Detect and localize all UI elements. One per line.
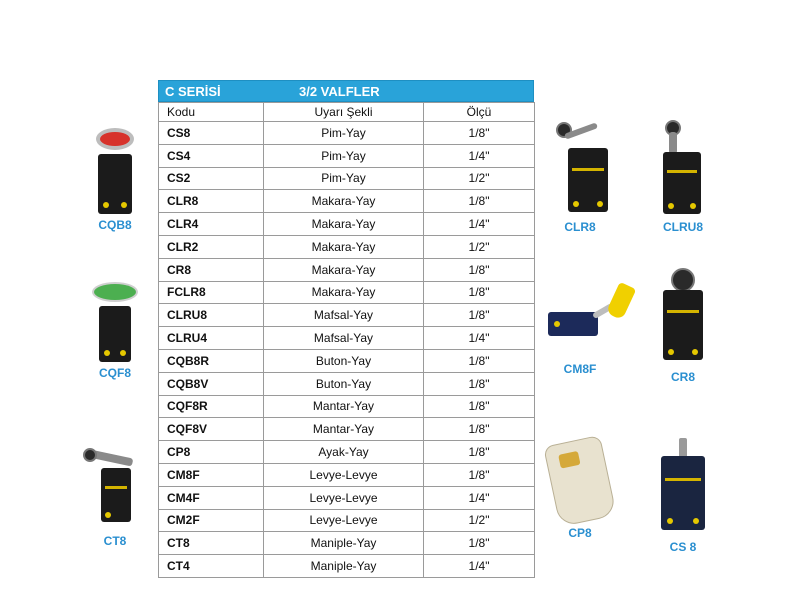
table-row (159, 144, 535, 167)
product-clru8 (643, 118, 723, 234)
row-size: 1/4" (424, 213, 535, 236)
row-code: CLR4 (159, 213, 264, 236)
table-row (159, 258, 535, 281)
row-code: FCLR8 (159, 281, 264, 304)
lever-image (669, 132, 677, 154)
yellow-lever-handle-image (606, 282, 637, 320)
table-title-bar (158, 80, 534, 102)
table-header-row (159, 103, 535, 122)
row-actuation: Pim-Yay (264, 167, 424, 190)
valve-body-image (661, 456, 705, 530)
table-row (159, 122, 535, 145)
row-size: 1/4" (424, 144, 535, 167)
product-label-cqf8: CQF8 (98, 366, 131, 380)
row-code: CQF8V (159, 418, 264, 441)
row-actuation: Levye-Levye (264, 486, 424, 509)
row-actuation: Levye-Levye (264, 463, 424, 486)
row-code: CQB8V (159, 372, 264, 395)
product-ct8 (75, 448, 155, 548)
table-row (159, 509, 535, 532)
roller-image (671, 268, 695, 292)
row-code: CT4 (159, 555, 264, 578)
table-row (159, 327, 535, 350)
row-code: CS2 (159, 167, 264, 190)
valve-body-image (663, 290, 703, 360)
valve-table (158, 80, 534, 578)
valve-type-title: 3/2 VALFLER (299, 84, 380, 99)
table-row (159, 213, 535, 236)
row-code: CQB8R (159, 349, 264, 372)
row-actuation: Mafsal-Yay (264, 327, 424, 350)
row-code: CM8F (159, 463, 264, 486)
row-actuation: Mafsal-Yay (264, 304, 424, 327)
row-size: 1/8" (424, 441, 535, 464)
row-code: CLRU8 (159, 304, 264, 327)
row-size: 1/2" (424, 235, 535, 258)
product-cr8 (643, 268, 723, 384)
table-row (159, 304, 535, 327)
row-actuation: Makara-Yay (264, 281, 424, 304)
row-actuation: Ayak-Yay (264, 441, 424, 464)
product-cs8 (643, 438, 723, 554)
table-row (159, 463, 535, 486)
product-cp8 (540, 440, 620, 540)
row-size: 1/8" (424, 122, 535, 145)
row-code: CS8 (159, 122, 264, 145)
product-label-cs8: CS 8 (669, 540, 697, 554)
row-actuation: Levye-Levye (264, 509, 424, 532)
row-size: 1/4" (424, 327, 535, 350)
valve-body-image (98, 154, 132, 214)
roller-image (83, 448, 97, 462)
row-actuation: Buton-Yay (264, 349, 424, 372)
row-size: 1/4" (424, 555, 535, 578)
row-code: CLRU4 (159, 327, 264, 350)
valve-body-image (101, 468, 131, 522)
row-actuation: Mantar-Yay (264, 418, 424, 441)
row-size: 1/8" (424, 372, 535, 395)
header-size: Ölçü (424, 103, 535, 122)
product-clr8 (540, 118, 620, 234)
product-label-clr8: CLR8 (564, 220, 596, 234)
table-row (159, 532, 535, 555)
row-code: CLR2 (159, 235, 264, 258)
foot-pedal-image (543, 435, 617, 527)
row-code: CM4F (159, 486, 264, 509)
product-label-cp8: CP8 (568, 526, 592, 540)
row-size: 1/8" (424, 304, 535, 327)
row-actuation: Makara-Yay (264, 235, 424, 258)
product-label-cr8: CR8 (670, 370, 695, 384)
row-actuation: Pim-Yay (264, 122, 424, 145)
row-code: CP8 (159, 441, 264, 464)
row-code: CS4 (159, 144, 264, 167)
product-cqb8 (75, 128, 155, 232)
row-actuation: Mantar-Yay (264, 395, 424, 418)
table-row (159, 372, 535, 395)
table-row (159, 486, 535, 509)
row-size: 1/8" (424, 258, 535, 281)
row-size: 1/4" (424, 486, 535, 509)
row-size: 1/8" (424, 395, 535, 418)
table-row (159, 418, 535, 441)
series-title: C SERİSİ (165, 84, 221, 99)
valve-body-image (568, 148, 608, 212)
product-label-cm8f: CM8F (563, 362, 597, 376)
row-size: 1/8" (424, 418, 535, 441)
product-label-ct8: CT8 (103, 534, 127, 548)
row-actuation: Maniple-Yay (264, 532, 424, 555)
table-row (159, 395, 535, 418)
header-code: Kodu (159, 103, 264, 122)
table-row (159, 190, 535, 213)
row-actuation: Makara-Yay (264, 190, 424, 213)
row-code: CR8 (159, 258, 264, 281)
table-row (159, 281, 535, 304)
header-actuation: Uyarı Şekli (264, 103, 424, 122)
row-code: CT8 (159, 532, 264, 555)
row-actuation: Makara-Yay (264, 213, 424, 236)
product-cqf8 (75, 282, 155, 380)
table-row (159, 167, 535, 190)
row-size: 1/8" (424, 463, 535, 486)
row-size: 1/2" (424, 167, 535, 190)
row-size: 1/8" (424, 532, 535, 555)
row-code: CQF8R (159, 395, 264, 418)
product-label-clru8: CLRU8 (662, 220, 703, 234)
green-mushroom-button-image (92, 282, 138, 302)
row-size: 1/2" (424, 509, 535, 532)
row-actuation: Pim-Yay (264, 144, 424, 167)
row-actuation: Maniple-Yay (264, 555, 424, 578)
row-code: CLR8 (159, 190, 264, 213)
table-row (159, 349, 535, 372)
product-cm8f (540, 280, 620, 376)
red-button-image (96, 128, 134, 150)
valve-spec-table (158, 102, 535, 578)
table-row (159, 555, 535, 578)
row-size: 1/8" (424, 190, 535, 213)
pin-image (679, 438, 687, 458)
row-size: 1/8" (424, 349, 535, 372)
valve-body-image (99, 306, 131, 362)
table-row (159, 441, 535, 464)
product-label-cqb8: CQB8 (98, 218, 132, 232)
table-row (159, 235, 535, 258)
row-code: CM2F (159, 509, 264, 532)
row-size: 1/8" (424, 281, 535, 304)
valve-body-image (548, 312, 598, 336)
row-actuation: Makara-Yay (264, 258, 424, 281)
row-actuation: Buton-Yay (264, 372, 424, 395)
valve-body-image (663, 152, 701, 214)
